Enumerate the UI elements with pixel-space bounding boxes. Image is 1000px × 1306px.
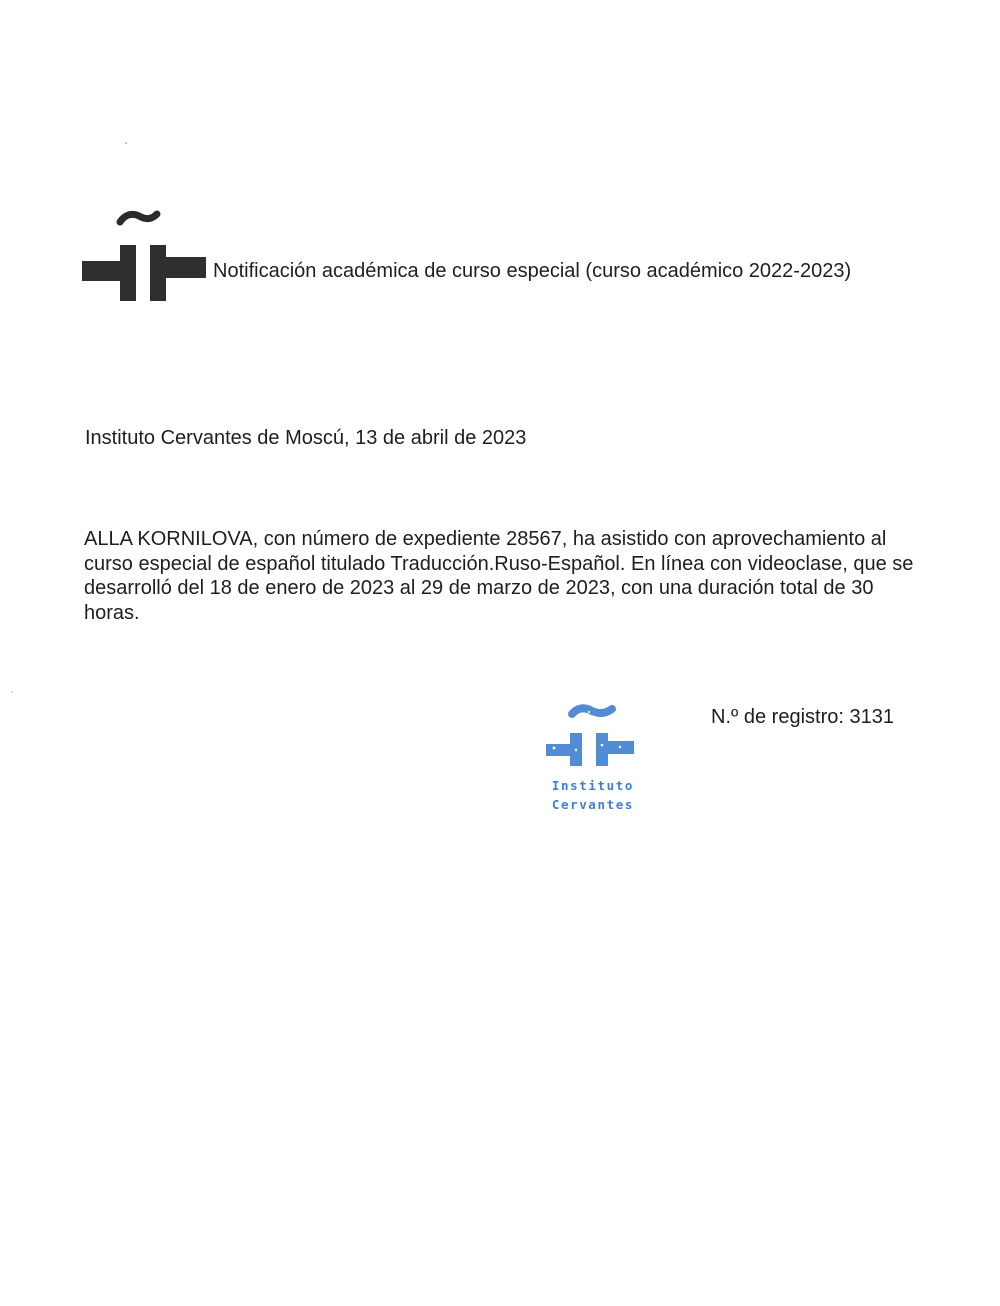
place-and-date: Instituto Cervantes de Moscú, 13 de abril de 2023 [85, 427, 527, 449]
stamp-text-line2: Cervantes [551, 797, 635, 812]
certificate-paragraph: ALLA KORNILOVA, con número de expediente 28567, ha asistido con aprovechamiento al curso especial de español titulado Traducción.Ruso-Español. En línea con videoclase, que se desarrolló del 18 de enero de 2023 al 29 de marzo de 2023, con una duración total de 30 horas. [84, 528, 914, 624]
registration-number: N.º de registro: 3131 [711, 706, 894, 728]
document-title: Notificación académica de curso especial (curso académico 2022-2023) [213, 260, 852, 282]
stamp-text-line1: Instituto [551, 778, 635, 793]
